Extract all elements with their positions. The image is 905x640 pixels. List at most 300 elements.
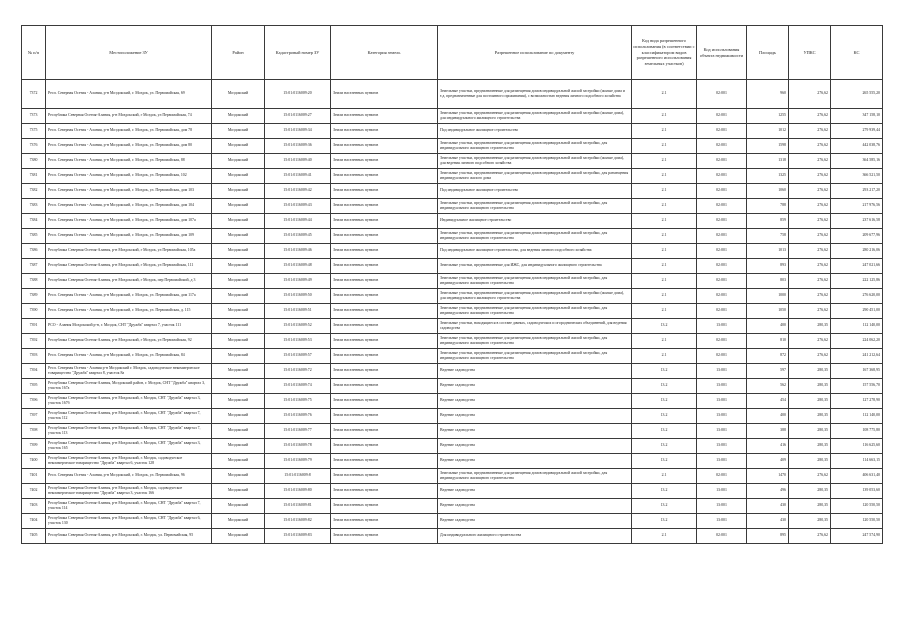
- cell-location: Респ. Северная Осетия - Алания р-н Моздокский г. Моздок, садоводческое некоммерческое товарищество "Дружба" квартал 8, участок 8а: [46, 364, 212, 379]
- cell-use-code: 2.1: [632, 214, 697, 229]
- table-body: [22, 80, 883, 544]
- cell-permitted-use: Ведение садоводства: [438, 499, 632, 514]
- cell-land-category: Земли населенных пунктов: [331, 259, 438, 274]
- cell-number: 7401: [22, 469, 46, 484]
- cell-upks: 280,35: [789, 409, 831, 424]
- cell-ks: 157 556,70: [831, 379, 883, 394]
- cell-use-code: 2.1: [632, 244, 697, 259]
- cell-upks: 276,62: [789, 214, 831, 229]
- table-row: [22, 379, 883, 394]
- cell-upks: 280,35: [789, 439, 831, 454]
- cell-location: Республика Северная Осетия-Алания, р-н Моздокский, г. Моздок, ул. Первомайская, 95: [46, 529, 212, 544]
- cell-number: 7387: [22, 259, 46, 274]
- cell-ks: 222 125,86: [831, 274, 883, 289]
- cell-permitted-use: Земельные участки, предназначенные для размещения домов индивидуальной жилой застройки, для индивидуального жилищного строительства: [438, 304, 632, 319]
- cell-use-code: 13.2: [632, 424, 697, 439]
- cell-object-code: 02:001: [697, 274, 747, 289]
- cell-district: Моздокский: [212, 424, 265, 439]
- table-row: [22, 334, 883, 349]
- cell-permitted-use: Для индивидуального жилищного строительства: [438, 529, 632, 544]
- cell-ks: 120 550,50: [831, 499, 883, 514]
- cell-number: 7372: [22, 80, 46, 109]
- cell-number: 7388: [22, 274, 46, 289]
- cell-object-code: 02:001: [697, 259, 747, 274]
- cell-use-code: 2.1: [632, 334, 697, 349]
- cell-permitted-use: Ведение садоводства: [438, 409, 632, 424]
- cell-land-category: Земли населенных пунктов: [331, 214, 438, 229]
- cell-land-category: Земли населенных пунктов: [331, 514, 438, 529]
- cell-use-code: 13.2: [632, 484, 697, 499]
- table-row: [22, 424, 883, 439]
- cell-district: Моздокский: [212, 139, 265, 154]
- cell-use-code: 13.2: [632, 394, 697, 409]
- cell-number: 7376: [22, 139, 46, 154]
- cell-cadastral-number: 15:01:0116009:8: [265, 469, 331, 484]
- cell-number: 7384: [22, 214, 46, 229]
- cell-cadastral-number: 15:01:0116009:82: [265, 514, 331, 529]
- table-row: [22, 259, 883, 274]
- cell-district: Моздокский: [212, 169, 265, 184]
- cell-ks: 209 677,96: [831, 229, 883, 244]
- cell-area: 872: [747, 349, 789, 364]
- cell-cadastral-number: 15:01:0116009:74: [265, 379, 331, 394]
- cell-upks: 280,35: [789, 454, 831, 469]
- cell-number: 7396: [22, 394, 46, 409]
- cell-cadastral-number: 15:01:0116009:20: [265, 80, 331, 109]
- cell-object-code: 13:001: [697, 454, 747, 469]
- cell-number: 7381: [22, 169, 46, 184]
- cell-cadastral-number: 15:01:0116009:51: [265, 304, 331, 319]
- table-row: [22, 364, 883, 379]
- table-row: [22, 214, 883, 229]
- cell-upks: 276,62: [789, 349, 831, 364]
- cell-location: Республика Северная Осетия-Алания, р-н Моздокский, г Моздок, пер Первомайский, д 3: [46, 274, 212, 289]
- header-location: Местоположение ЗУ: [46, 26, 212, 80]
- cell-land-category: Земли населенных пунктов: [331, 499, 438, 514]
- cell-upks: 276,62: [789, 244, 831, 259]
- cell-area: 758: [747, 229, 789, 244]
- cell-cadastral-number: 15:01:0116009:81: [265, 499, 331, 514]
- cell-cadastral-number: 15:01:0116009:36: [265, 139, 331, 154]
- cell-ks: 114 663,15: [831, 454, 883, 469]
- cell-cadastral-number: 15:01:0116009:72: [265, 364, 331, 379]
- cell-upks: 276,62: [789, 304, 831, 319]
- cell-district: Моздокский: [212, 469, 265, 484]
- cell-upks: 276,62: [789, 139, 831, 154]
- cell-upks: 280,35: [789, 319, 831, 334]
- cell-land-category: Земли населенных пунктов: [331, 304, 438, 319]
- cell-land-category: Земли населенных пунктов: [331, 244, 438, 259]
- cell-ks: 276 620,00: [831, 289, 883, 304]
- cell-number: 7404: [22, 514, 46, 529]
- cell-location: Республика Северная Осетия-Алания, р-н Моздокский, г. Моздок, садоводческое некоммерческое товарищество "Дружба" квартал 3, участок 166: [46, 484, 212, 499]
- cell-area: 1325: [747, 169, 789, 184]
- cell-number: 7380: [22, 154, 46, 169]
- cell-permitted-use: Земельные участки, предназначенные для размещения домов индивидуальной жилой застройки, для индивидуального жилищного строительства: [438, 274, 632, 289]
- cell-use-code: 2.1: [632, 169, 697, 184]
- table-row: [22, 184, 883, 199]
- cell-cadastral-number: 15:01:0116009:77: [265, 424, 331, 439]
- cell-ks: 217 976,56: [831, 199, 883, 214]
- cell-cadastral-number: 15:01:0116009:42: [265, 184, 331, 199]
- cell-permitted-use: Земельные участки, предназначенные для размещения домов индивидуальной жилой застройки, для размещения индивидуального жилого дома: [438, 169, 632, 184]
- cell-location: Респ. Северная Осетия - Алания, р-н Моздокский, г. Моздок, ул. Первомайская, дом 104: [46, 199, 212, 214]
- cell-ks: 279 939,44: [831, 124, 883, 139]
- cell-permitted-use: Ведение садоводства: [438, 454, 632, 469]
- cell-land-category: Земли населенных пунктов: [331, 289, 438, 304]
- cell-permitted-use: Ведение садоводства: [438, 484, 632, 499]
- cell-cadastral-number: 15:01:0116009:53: [265, 334, 331, 349]
- header-cadastral-number: Кадастровый номер ЗУ: [265, 26, 331, 80]
- cell-use-code: 2.1: [632, 529, 697, 544]
- cell-ks: 280 216,06: [831, 244, 883, 259]
- cell-area: 388: [747, 424, 789, 439]
- cell-location: Республика Северная Осетия-Алания, р-н Моздокский, г. Моздок, СНТ "Дружба" квартал 3, участок 167б: [46, 394, 212, 409]
- cell-number: 7400: [22, 454, 46, 469]
- cell-cadastral-number: 15:01:0116009:45: [265, 229, 331, 244]
- cell-area: 1598: [747, 139, 789, 154]
- cell-object-code: 02:001: [697, 214, 747, 229]
- cell-use-code: 13.2: [632, 364, 697, 379]
- table-row: [22, 529, 883, 544]
- cell-object-code: 13:001: [697, 499, 747, 514]
- table-row: [22, 499, 883, 514]
- cell-upks: 276,62: [789, 334, 831, 349]
- cell-cadastral-number: 15:01:0116009:78: [265, 439, 331, 454]
- cell-area: 893: [747, 259, 789, 274]
- cell-district: Моздокский: [212, 454, 265, 469]
- cell-upks: 276,62: [789, 259, 831, 274]
- cell-land-category: Земли населенных пунктов: [331, 364, 438, 379]
- cell-ks: 347 158,10: [831, 109, 883, 124]
- table-row: [22, 469, 883, 484]
- cell-use-code: 13.2: [632, 439, 697, 454]
- cell-use-code: 2.1: [632, 199, 697, 214]
- cell-district: Моздокский: [212, 199, 265, 214]
- cell-land-category: Земли населенных пунктов: [331, 229, 438, 244]
- cell-location: Респ. Северная Осетия - Алания, р-н Моздокский, г. Моздок, ул. Первомайская, дом 103: [46, 184, 212, 199]
- cell-district: Моздокский: [212, 304, 265, 319]
- cell-ks: 247 574,90: [831, 529, 883, 544]
- cell-location: Респ. Северная Осетия - Алания, р-н Моздокский, г. Моздок, ул. Первомайская, дом 109: [46, 229, 212, 244]
- cell-ks: 112 140,00: [831, 319, 883, 334]
- cell-location: Республика Северная Осетия-Алания, р-н Моздокский, г. Моздок, СНТ "Дружба" квартал 7, участок 114: [46, 499, 212, 514]
- header-row: [22, 26, 883, 80]
- cell-permitted-use: Ведение садоводства: [438, 379, 632, 394]
- cell-object-code: 13:001: [697, 409, 747, 424]
- cell-area: 788: [747, 199, 789, 214]
- cell-permitted-use: Земельные участки, предназначенные для размещения домов индивидуальной жилой застройки (жилые дома), для ведения личного подсобного хозяйства: [438, 154, 632, 169]
- cell-upks: 276,62: [789, 109, 831, 124]
- cell-area: 1050: [747, 304, 789, 319]
- cell-ks: 108 775,80: [831, 424, 883, 439]
- cell-permitted-use: Под индивидуальное жилищное строительство: [438, 124, 632, 139]
- cell-ks: 247 021,66: [831, 259, 883, 274]
- cell-object-code: 02:001: [697, 124, 747, 139]
- cell-area: 1470: [747, 469, 789, 484]
- cell-number: 7373: [22, 109, 46, 124]
- cell-permitted-use: Земельные участки, предназначенные для размещения домов индивидуальной жилой застройки, для индивидуального жилищного строительства: [438, 139, 632, 154]
- table-row: [22, 139, 883, 154]
- cell-area: 430: [747, 499, 789, 514]
- cell-land-category: Земли населенных пунктов: [331, 169, 438, 184]
- cell-object-code: 02:001: [697, 109, 747, 124]
- cell-cadastral-number: 15:01:0116009:79: [265, 454, 331, 469]
- cell-object-code: 13:001: [697, 364, 747, 379]
- cell-cadastral-number: 15:01:0116009:40: [265, 154, 331, 169]
- cell-cadastral-number: 15:01:0116009:49: [265, 274, 331, 289]
- cell-use-code: 2.1: [632, 124, 697, 139]
- cell-district: Моздокский: [212, 259, 265, 274]
- cell-permitted-use: Ведение садоводства: [438, 394, 632, 409]
- cell-land-category: Земли населенных пунктов: [331, 80, 438, 109]
- cell-land-category: Земли населенных пунктов: [331, 424, 438, 439]
- cell-district: Моздокский: [212, 124, 265, 139]
- cell-land-category: Земли населенных пунктов: [331, 394, 438, 409]
- cell-district: Моздокский: [212, 364, 265, 379]
- cell-ks: 112 140,00: [831, 409, 883, 424]
- header-area: Площадь: [747, 26, 789, 80]
- cell-permitted-use: Индивидуальное жилищное строительство: [438, 214, 632, 229]
- cell-cadastral-number: 15:01:0116009:43: [265, 199, 331, 214]
- table-row: [22, 319, 883, 334]
- cell-area: 803: [747, 274, 789, 289]
- cell-location: Республика Северная Осетия-Алания, р-н Моздокский, г. Моздок, садоводческое некоммерческое товарищество "Дружба" квартал 6, участок 128: [46, 454, 212, 469]
- cell-land-category: Земли населенных пунктов: [331, 124, 438, 139]
- header-permitted-use: Разрешенное использование по документу: [438, 26, 632, 80]
- cell-number: 7383: [22, 199, 46, 214]
- cell-permitted-use: Земельные участки, предназначенные для размещения домов индивидуальной жилой застройки (жилые дома), для индивидуального жилищного строительства: [438, 109, 632, 124]
- cell-ks: 290 451,00: [831, 304, 883, 319]
- cell-district: Моздокский: [212, 439, 265, 454]
- cell-permitted-use: Под индивидуальное жилищное строительство: [438, 184, 632, 199]
- table-row: [22, 80, 883, 109]
- cell-number: 7394: [22, 364, 46, 379]
- cell-ks: 167 368,95: [831, 364, 883, 379]
- cell-cadastral-number: 15:01:0116009:76: [265, 409, 331, 424]
- cell-district: Моздокский: [212, 244, 265, 259]
- cell-district: Моздокский: [212, 484, 265, 499]
- cell-object-code: 02:001: [697, 80, 747, 109]
- cell-upks: 276,62: [789, 80, 831, 109]
- cell-object-code: 13:001: [697, 484, 747, 499]
- cell-district: Моздокский: [212, 274, 265, 289]
- cell-area: 1012: [747, 124, 789, 139]
- cell-land-category: Земли населенных пунктов: [331, 274, 438, 289]
- cell-permitted-use: Ведение садоводства: [438, 364, 632, 379]
- cell-land-category: Земли населенных пунктов: [331, 199, 438, 214]
- table-row: [22, 484, 883, 499]
- cell-permitted-use: Земельные участки, предназначенные для размещения домов индивидуальной жилой застройки, для индивидуального жилищного строительства: [438, 199, 632, 214]
- cell-permitted-use: Земельные участки, предназначенные для размещения домов индивидуальной жилой застройки, для индивидуального жилищного строительства: [438, 469, 632, 484]
- cell-object-code: 02:001: [697, 199, 747, 214]
- cell-cadastral-number: 15:01:0116009:52: [265, 319, 331, 334]
- cell-ks: 116 625,60: [831, 439, 883, 454]
- cell-location: Респ. Северная Осетия - Алания, р-н Моздокский, г. Моздок, ул. Первомайская, дом 107а: [46, 214, 212, 229]
- cell-object-code: 02:001: [697, 349, 747, 364]
- cell-use-code: 2.1: [632, 184, 697, 199]
- cell-district: Моздокский: [212, 80, 265, 109]
- cell-upks: 276,62: [789, 184, 831, 199]
- cell-object-code: 02:001: [697, 289, 747, 304]
- table-row: [22, 289, 883, 304]
- cell-object-code: 02:001: [697, 334, 747, 349]
- table-row: [22, 409, 883, 424]
- cell-number: 7398: [22, 424, 46, 439]
- cell-upks: 280,35: [789, 394, 831, 409]
- cell-ks: 120 550,50: [831, 514, 883, 529]
- cell-area: 1000: [747, 289, 789, 304]
- cell-object-code: 02:001: [697, 304, 747, 319]
- cell-use-code: 13.2: [632, 319, 697, 334]
- cell-land-category: Земли населенных пунктов: [331, 109, 438, 124]
- cell-land-category: Земли населенных пунктов: [331, 139, 438, 154]
- cell-location: Респ. Северная Осетия - Алания, р-н Моздокский, г. Моздок, ул. Первомайская, дом 80: [46, 139, 212, 154]
- cell-ks: 265 555,20: [831, 80, 883, 109]
- cell-permitted-use: Под индивидуальное жилищное строительство, для ведения личного подсобного хозяйства: [438, 244, 632, 259]
- cell-district: Моздокский: [212, 514, 265, 529]
- header-upks: УПКС: [789, 26, 831, 80]
- cell-number: 7392: [22, 334, 46, 349]
- cell-location: Респ. Северная Осетия - Алания, р-н Моздокский, г. Моздок, ул. Первомайская, 102: [46, 169, 212, 184]
- cell-use-code: 2.1: [632, 139, 697, 154]
- cell-use-code: 2.1: [632, 80, 697, 109]
- cell-district: Моздокский: [212, 349, 265, 364]
- cell-ks: 237 616,58: [831, 214, 883, 229]
- table-row: [22, 274, 883, 289]
- cell-cadastral-number: 15:01:0116009:41: [265, 169, 331, 184]
- cell-location: Республика Северная Осетия-Алания, р-н Моздокский, г. Моздок, СНТ "Дружба" квартал 7, участок 112: [46, 409, 212, 424]
- cell-cadastral-number: 15:01:0116009:50: [265, 289, 331, 304]
- cell-location: Республика Северная Осетия-Алания, р-н Моздокский, г Моздок, ул Первомайская, 74: [46, 109, 212, 124]
- cell-location: Республика Северная Осетия-Алания, р-н Моздокский, г Моздок, ул Первомайская, 92: [46, 334, 212, 349]
- cell-land-category: Земли населенных пунктов: [331, 469, 438, 484]
- cell-district: Моздокский: [212, 379, 265, 394]
- cell-use-code: 13.2: [632, 499, 697, 514]
- land-registry-table: [21, 25, 883, 544]
- cell-district: Моздокский: [212, 184, 265, 199]
- cell-cadastral-number: 15:01:0116009:27: [265, 109, 331, 124]
- cell-use-code: 2.1: [632, 274, 697, 289]
- cell-area: 859: [747, 214, 789, 229]
- cell-area: 430: [747, 514, 789, 529]
- cell-district: Моздокский: [212, 499, 265, 514]
- cell-number: 7399: [22, 439, 46, 454]
- cell-location: Республика Северная Осетия-Алания, р-н Моздокский, г Моздок, ул Первомайская, 105а: [46, 244, 212, 259]
- cell-object-code: 13:001: [697, 424, 747, 439]
- cell-object-code: 02:001: [697, 469, 747, 484]
- cell-area: 454: [747, 394, 789, 409]
- cell-cadastral-number: 15:01:0116009:48: [265, 259, 331, 274]
- cell-object-code: 02:001: [697, 154, 747, 169]
- cell-location: Респ. Северная Осетия - Алания, р-н Моздокский, г. Моздок, ул. Первомайская, дом 117а: [46, 289, 212, 304]
- cell-area: 895: [747, 529, 789, 544]
- cell-use-code: 13.2: [632, 379, 697, 394]
- cell-area: 1013: [747, 244, 789, 259]
- cell-area: 597: [747, 364, 789, 379]
- cell-district: Моздокский: [212, 109, 265, 124]
- header-land-category: Категория земель: [331, 26, 438, 80]
- cell-use-code: 2.1: [632, 349, 697, 364]
- cell-ks: 224 062,20: [831, 334, 883, 349]
- cell-ks: 442 038,76: [831, 139, 883, 154]
- cell-number: 7403: [22, 499, 46, 514]
- cell-use-code: 2.1: [632, 259, 697, 274]
- cell-cadastral-number: 15:01:0116009:83: [265, 529, 331, 544]
- cell-ks: 241 212,64: [831, 349, 883, 364]
- cell-permitted-use: Земельные участки, предназначенные для размещения домов индивидуальной жилой застройки, для индивидуального жилищного строительства: [438, 349, 632, 364]
- cell-land-category: Земли населенных пунктов: [331, 484, 438, 499]
- cell-land-category: Земли населенных пунктов: [331, 154, 438, 169]
- table-row: [22, 229, 883, 244]
- cell-number: 7395: [22, 379, 46, 394]
- table-row: [22, 454, 883, 469]
- cell-cadastral-number: 15:01:0116009:57: [265, 349, 331, 364]
- cell-permitted-use: Земельные участки, находящиеся в составе дачных, садоводческих и огороднических объединений, для ведения садоводства: [438, 319, 632, 334]
- cell-land-category: Земли населенных пунктов: [331, 334, 438, 349]
- table-row: [22, 394, 883, 409]
- cell-upks: 276,62: [789, 289, 831, 304]
- cell-object-code: 13:001: [697, 379, 747, 394]
- cell-use-code: 2.1: [632, 469, 697, 484]
- cell-upks: 280,35: [789, 379, 831, 394]
- cell-permitted-use: Ведение садоводства: [438, 439, 632, 454]
- table-row: [22, 109, 883, 124]
- cell-upks: 280,35: [789, 424, 831, 439]
- header-ks: КС: [831, 26, 883, 80]
- cell-location: Республика Северная Осетия-Алания, р-н Моздокский, г. Моздок, СНТ "Дружба" квартал 6, участок 130: [46, 514, 212, 529]
- cell-ks: 127 278,90: [831, 394, 883, 409]
- cell-location: Респ. Северная Осетия - Алания, р-н Моздокский, г. Моздок, ул. Первомайская, 88: [46, 154, 212, 169]
- cell-ks: 364 585,16: [831, 154, 883, 169]
- cell-use-code: 13.2: [632, 454, 697, 469]
- cell-cadastral-number: 15:01:0116009:80: [265, 484, 331, 499]
- cell-area: 496: [747, 484, 789, 499]
- cell-number: 7386: [22, 244, 46, 259]
- cell-location: Респ. Северная Осетия - Алания, р-н Моздокский, г. Моздок, ул. Первомайская, дом 78: [46, 124, 212, 139]
- cell-land-category: Земли населенных пунктов: [331, 379, 438, 394]
- cell-use-code: 2.1: [632, 109, 697, 124]
- cell-use-code: 2.1: [632, 289, 697, 304]
- cell-object-code: 02:001: [697, 169, 747, 184]
- cell-land-category: Земли населенных пунктов: [331, 529, 438, 544]
- cell-upks: 276,62: [789, 229, 831, 244]
- cell-number: 7382: [22, 184, 46, 199]
- table-row: [22, 349, 883, 364]
- cell-number: 7390: [22, 304, 46, 319]
- cell-land-category: Земли населенных пунктов: [331, 409, 438, 424]
- cell-district: Моздокский: [212, 229, 265, 244]
- cell-cadastral-number: 15:01:0116009:34: [265, 124, 331, 139]
- cell-location: РСО - Алания Моздокский р-н, г. Моздок, СНТ "Дружба" квартал 7, участок 111: [46, 319, 212, 334]
- cell-permitted-use: Ведение садоводства: [438, 514, 632, 529]
- header-number: № п/п: [22, 26, 46, 80]
- cell-number: 7405: [22, 529, 46, 544]
- cell-upks: 280,35: [789, 364, 831, 379]
- header-object-code: Код использования объекта недвижимости: [697, 26, 747, 80]
- cell-upks: 280,35: [789, 484, 831, 499]
- cell-location: Респ. Северная Осетия - Алания, р-н Моздокский, г. Моздок, ул. Первомайская, 84: [46, 349, 212, 364]
- cell-ks: 293 217,20: [831, 184, 883, 199]
- cell-use-code: 2.1: [632, 229, 697, 244]
- cell-permitted-use: Земельные участки, предназначенные для ИЖС, для индивидуального жилищного строительства: [438, 259, 632, 274]
- cell-permitted-use: Ведение садоводства: [438, 424, 632, 439]
- cell-object-code: 13:001: [697, 319, 747, 334]
- cell-upks: 276,62: [789, 529, 831, 544]
- cell-object-code: 02:001: [697, 139, 747, 154]
- cell-ks: 366 521,50: [831, 169, 883, 184]
- cell-area: 562: [747, 379, 789, 394]
